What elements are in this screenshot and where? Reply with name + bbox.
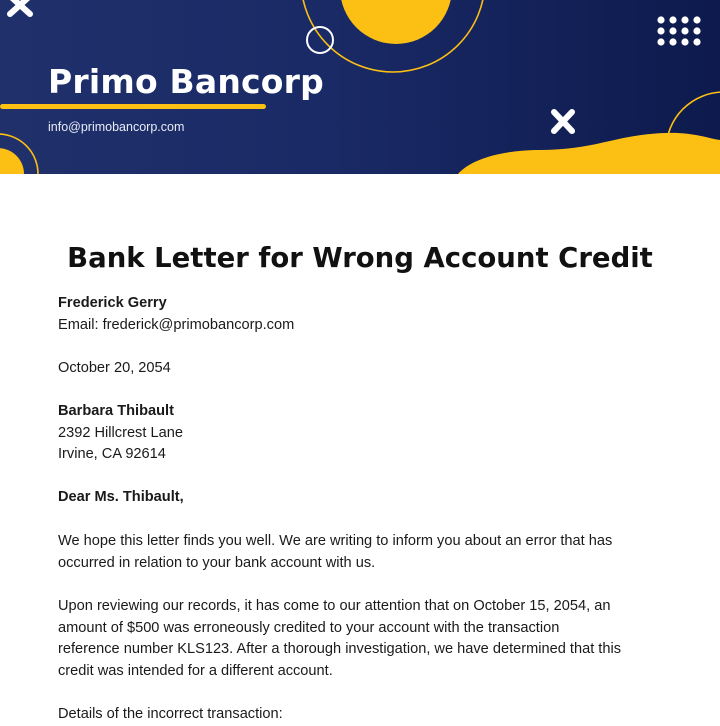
recipient-street: 2392 Hillcrest Lane [58,424,183,441]
sender-block [58,293,668,336]
salutation-text: Dear Ms. Thibault, [58,489,184,505]
recipient-name: Barbara Thibault [58,403,174,419]
yellow-blob-left-shape [0,148,24,174]
paragraph-2-line: reference number KLS123. After a thorough investigation, we have determined that this [58,641,622,657]
letter-title: Bank Letter for Wrong Account Credit [67,242,653,274]
small-ring-shape [307,27,333,53]
paragraph-1-line: occurred in relation to your bank account with us. [58,554,376,571]
details-heading-text: Details of the incorrect transaction: [58,706,283,722]
sender-name: Frederick Gerry [58,295,167,311]
yellow-circle-shape [340,0,452,44]
paragraph-2-line: amount of $500 was erroneously credited to your account with the transaction [58,619,560,636]
salutation [58,487,668,509]
paragraph-1 [58,531,668,574]
letterhead-banner [0,0,720,174]
paragraph-2 [58,596,668,682]
paragraph-2-line: Upon reviewing our records, it has come to our attention that on October 15, 2054, an [58,598,611,614]
recipient-city: Irvine, CA 92614 [58,446,166,462]
x-mark-top-left-icon [10,0,30,14]
details-heading [58,704,668,726]
yellow-wave-shape [458,133,720,174]
dot-grid-icon [657,16,700,45]
letter-date [58,358,668,380]
sender-email: Email: frederick@primobancorp.com [58,316,295,333]
brand-name: Primo Bancorp [48,62,324,101]
header-email: info@primobancorp.com [48,120,185,134]
recipient-block [58,401,668,466]
x-mark-right-icon [554,112,572,131]
paragraph-1-line: We hope this letter finds you well. We are writing to inform you about an error that has [58,533,613,549]
date-text: October 20, 2054 [58,360,171,376]
brand-underline [0,104,266,109]
paragraph-2-line: credit was intended for a different account. [58,662,333,679]
